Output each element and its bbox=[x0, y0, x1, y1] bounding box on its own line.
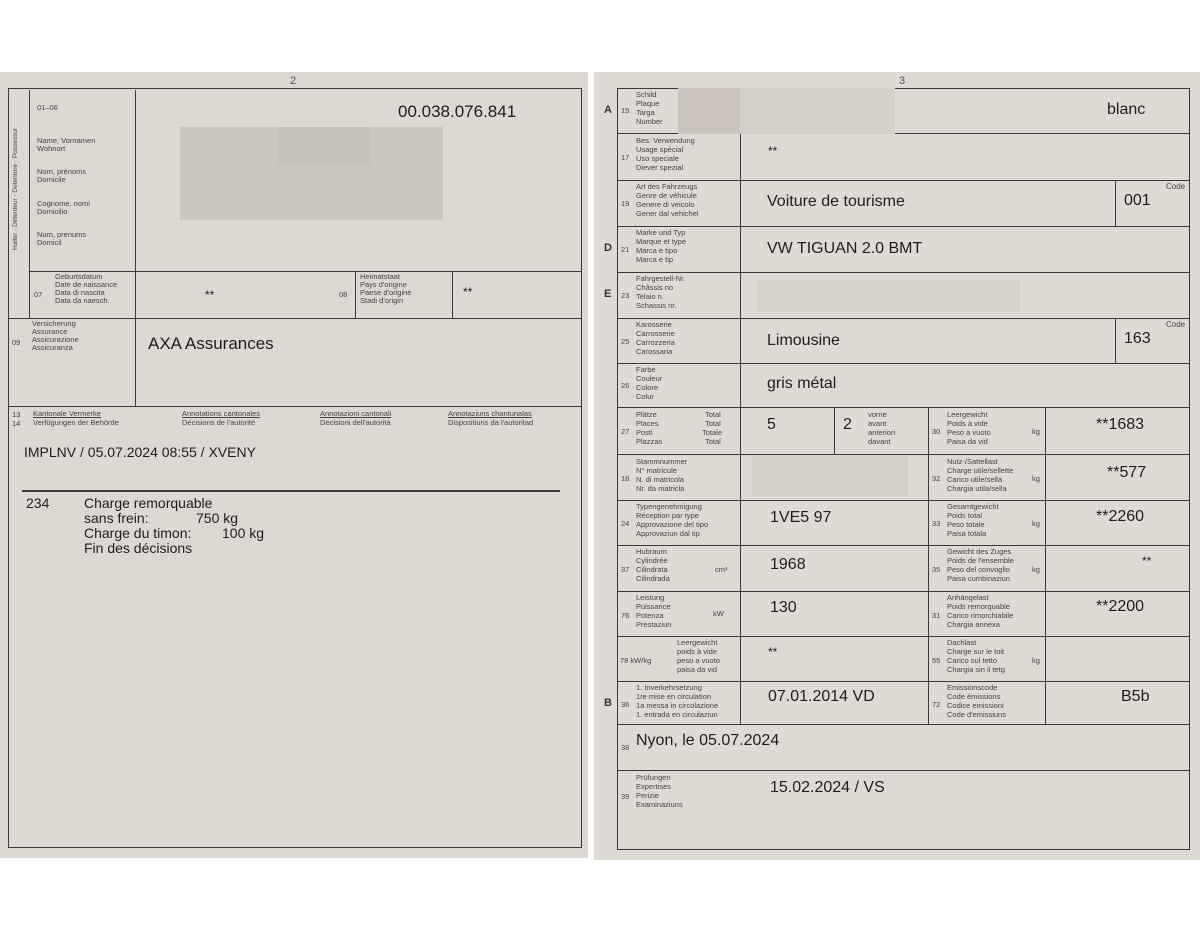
towing-load-value: **2200 bbox=[1096, 598, 1145, 615]
code-label-25: Code bbox=[1166, 320, 1186, 329]
redacted-plate-number bbox=[678, 88, 740, 134]
field-36: 36 bbox=[621, 700, 630, 709]
letter-d: D bbox=[604, 242, 612, 254]
color-value: gris métal bbox=[767, 375, 837, 392]
power-weight-value: ** bbox=[768, 645, 778, 659]
field-55: 55 bbox=[932, 656, 941, 665]
unit-55: kg bbox=[1032, 656, 1040, 665]
unit-33: kg bbox=[1032, 519, 1040, 528]
redacted-chassis-number bbox=[758, 280, 1020, 312]
field-18: 18 bbox=[621, 474, 630, 483]
field-39: 39 bbox=[621, 792, 630, 801]
holder-vertical-label: Halter · Détenteur · Detentore · Possessur bbox=[12, 127, 19, 250]
field-37: 37 bbox=[621, 565, 630, 574]
unit-kw: kW bbox=[713, 609, 724, 618]
field-19: 19 bbox=[621, 199, 630, 208]
redacted-holder-name-block bbox=[278, 127, 370, 165]
insurance-value: AXA Assurances bbox=[148, 334, 274, 353]
empty-weight-value: **1683 bbox=[1096, 416, 1145, 433]
code-234: 234 bbox=[26, 495, 50, 511]
seats-total-value: 5 bbox=[767, 416, 776, 433]
make-type-value: VW TIGUAN 2.0 BMT bbox=[767, 240, 923, 257]
field-31: 31 bbox=[932, 611, 941, 620]
field-17: 17 bbox=[621, 153, 630, 162]
type-approval-value: 1VE5 97 bbox=[770, 509, 832, 526]
field-32: 32 bbox=[932, 474, 941, 483]
right-page-number: 3 bbox=[899, 75, 906, 87]
registration-number: 00.038.076.841 bbox=[398, 102, 517, 121]
vehicle-type-code: 001 bbox=[1124, 192, 1151, 209]
field-14: 14 bbox=[12, 419, 21, 428]
field-27: 27 bbox=[621, 427, 630, 436]
displacement-value: 1968 bbox=[770, 556, 806, 573]
special-use-value: ** bbox=[768, 144, 778, 158]
birth-date-value: ** bbox=[205, 288, 215, 302]
vehicle-type-value: Voiture de tourisme bbox=[767, 193, 905, 210]
total-weight-value: **2260 bbox=[1096, 508, 1145, 525]
field-21: 21 bbox=[621, 245, 630, 254]
field-30: 30 bbox=[932, 427, 941, 436]
field-72: 72 bbox=[932, 700, 941, 709]
field-38: 38 bbox=[621, 743, 630, 752]
field-25: 25 bbox=[621, 337, 630, 346]
field-35: 35 bbox=[932, 565, 941, 574]
field-08: 08 bbox=[339, 290, 348, 299]
train-weight-value: ** bbox=[1142, 554, 1152, 568]
redacted-plate-number-2 bbox=[740, 88, 895, 134]
body-code: 163 bbox=[1124, 330, 1151, 347]
body-value: Limousine bbox=[767, 332, 840, 349]
emission-code-value: B5b bbox=[1121, 688, 1150, 705]
annotation-line: IMPLNV / 05.07.2024 08:55 / XVENY bbox=[24, 444, 256, 460]
payload-value: **577 bbox=[1107, 464, 1147, 481]
field-26: 26 bbox=[621, 381, 630, 390]
field-13: 13 bbox=[12, 410, 21, 419]
unit-35: kg bbox=[1032, 565, 1040, 574]
seats-front-value: 2 bbox=[843, 416, 852, 433]
unit-cm3: cm³ bbox=[715, 565, 728, 574]
field-01-06: 01–06 bbox=[37, 103, 58, 112]
field-07: 07 bbox=[34, 290, 43, 299]
left-page-number: 2 bbox=[290, 75, 297, 87]
field-23: 23 bbox=[621, 291, 630, 300]
letter-e: E bbox=[604, 288, 612, 300]
inspection-value: 15.02.2024 / VS bbox=[770, 779, 885, 796]
field-09: 09 bbox=[12, 338, 21, 347]
field-33: 33 bbox=[932, 519, 941, 528]
issue-place-date: Nyon, le 05.07.2024 bbox=[636, 732, 780, 749]
letter-b: B bbox=[604, 697, 612, 709]
plate-value: blanc bbox=[1107, 101, 1146, 118]
unit-32: kg bbox=[1032, 474, 1040, 483]
unit-30: kg bbox=[1032, 427, 1040, 436]
field-78: 78 kW/kg bbox=[620, 656, 652, 665]
field-24: 24 bbox=[621, 519, 630, 528]
code-label-19: Code bbox=[1166, 182, 1186, 191]
redacted-master-number bbox=[752, 456, 908, 496]
letter-a: A bbox=[604, 104, 612, 116]
field-76: 76 bbox=[621, 611, 630, 620]
origin-value: ** bbox=[463, 285, 473, 299]
power-value: 130 bbox=[770, 599, 797, 616]
field-15: 15 bbox=[621, 106, 630, 115]
first-registration-value: 07.01.2014 VD bbox=[768, 688, 875, 705]
